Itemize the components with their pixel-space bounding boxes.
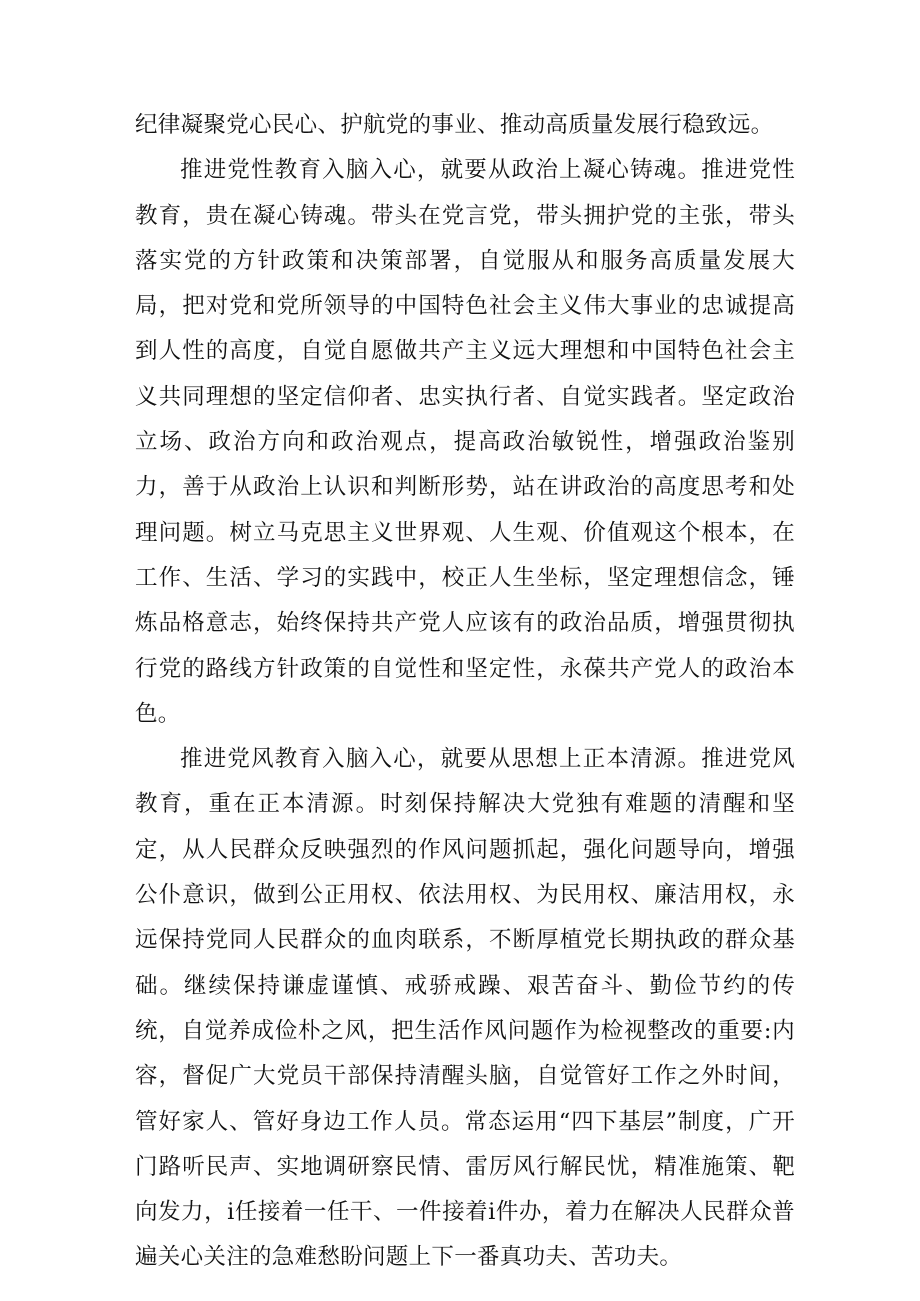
paragraph-party-style-education: 推进党风教育入脑入心，就要从思想上正本清源。推进党风教育，重在正本清源。时刻保持解决大党独有难题的清醒和坚定，从人民群众反映强烈的作风问题抓起，强化问题导向，增强公仆意识，做到公正用权、依法用权、为民用权、廉洁用权，永远保持党同人民群众的血肉联系，不断厚植党长期执政的群众基础。继续保持谦虚谨慎、戒骄戒躁、艰苦奋斗、勤俭节约的传统，自觉养成俭朴之风，把生活作风问题作为检视整改的重要:内容，督促广大党员干部保持清醒头脑，自觉管好工作之外时间，管好家人、管好身边工作人员。常态运用“四下基层”制度，广开门路听民声、实地调研察民情、雷厉风行解民忧，精准施策、靶向发力，i任接着一任干、一件接着i件办，着力在解决人民群众普遍关心关注的急难愁盼问题上下一番真功夫、苦功夫。: [135, 746, 795, 1271]
paragraph-continuation: 纪律凝聚党心民心、护航党的事业、推动高质量发展行稳致远。: [135, 112, 774, 138]
paragraph-party-spirit-education: 推进党性教育入脑入心，就要从政治上凝心铸魂。推进党性教育，贵在凝心铸魂。带头在党言党，带头拥护党的主张，带头落实党的方针政策和决策部署，自觉服从和服务高质量发展大局，把对党和党所领导的中国特色社会主义伟大事业的忠诚提高到人性的高度，自觉自愿做共产主义远大理想和中国特色社会主义共同理想的坚定信仰者、忠实执行者、自觉实践者。坚定政治立场、政治方向和政治观点，提高政治敏锐性，增强政治鉴别力，善于从政治上认识和判断形势，站在讲政治的高度思考和处理问题。树立马克思主义世界观、人生观、价值观这个根本，在工作、生活、学习的实践中，校正人生坐标，坚定理想信念，锤炼品格意志，始终保持共产党人应该有的政治品质，增强贯彻执行党的路线方针政策的自觉性和坚定性，永葆共产党人的政治本色。: [135, 157, 795, 727]
document-body: [135, 103, 795, 1281]
